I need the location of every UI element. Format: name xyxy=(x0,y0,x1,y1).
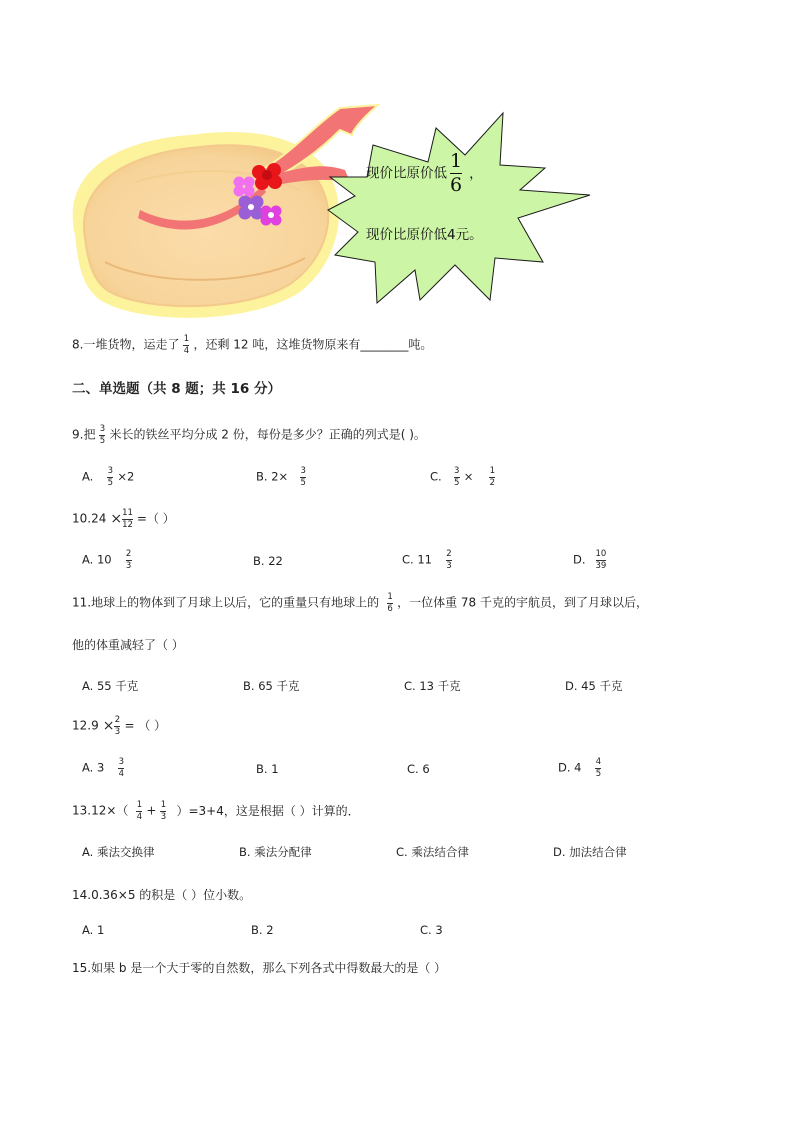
section-title: 二、单选题（共 8 题；共 16 分） xyxy=(72,381,281,397)
q10-option-c[interactable]: C. 11 $\frac{2}{3}$ xyxy=(402,549,452,571)
q9-option-a[interactable]: A. $\frac{3}{5}$ ×2 xyxy=(82,466,135,488)
q14-option-a[interactable]: A. 1 xyxy=(82,923,105,937)
q14-option-c[interactable]: C. 3 xyxy=(420,923,443,937)
question-15: 15.如果 b 是一个大于零的自然数，那么下列各式中得数最大的是（ ） xyxy=(72,961,447,975)
question-14: 14.0.36×5 的积是（ ）位小数。 xyxy=(72,888,252,902)
q12-option-c[interactable]: C. 6 xyxy=(407,762,430,776)
q9-text-a: 9.把 xyxy=(72,427,96,442)
burst-fraction xyxy=(450,152,462,195)
q9-fraction: $\frac{3}{5}$ xyxy=(99,424,106,446)
question-12: 12.9 × $\frac{2}{3}$ = （ ） xyxy=(72,715,167,737)
q8-text-a: 8.一堆货物，运走了 xyxy=(72,337,180,352)
q10-option-d[interactable]: D. $\frac{10}{39}$ xyxy=(573,549,607,571)
burst-fraction-den: 6 xyxy=(450,174,463,196)
q13-option-b[interactable]: B. 乘法分配律 xyxy=(239,845,312,859)
q13-option-c[interactable]: C. 乘法结合律 xyxy=(396,845,469,859)
q12-option-b[interactable]: B. 1 xyxy=(256,762,279,776)
burst-line-2: 现价比原价低4元。 xyxy=(366,227,483,243)
q14-option-b[interactable]: B. 2 xyxy=(251,923,274,937)
question-9 xyxy=(72,425,426,445)
q8-text-b: ，还剩 12 吨，这堆货物原来有________吨。 xyxy=(193,337,433,352)
burst-line-1-text: 现价比原价低 xyxy=(366,165,447,182)
question-8 xyxy=(72,335,432,355)
question-11: 11.地球上的物体到了月球上以后，它的重量只有地球上的 $\frac{1}{6}$ ，一位体重 78 千克的宇航员，到了月球以后， xyxy=(72,592,648,614)
q11-option-c[interactable]: C. 13 千克 xyxy=(404,679,461,693)
burst-line-1 xyxy=(366,152,483,195)
q10-option-a[interactable]: A. 10 $\frac{2}{3}$ xyxy=(82,549,132,571)
burst-fraction-num: 1 xyxy=(450,150,463,172)
q11-option-d[interactable]: D. 45 千克 xyxy=(565,679,623,693)
price-starburst xyxy=(328,113,590,303)
question-11-line-2: 他的体重减轻了（ ） xyxy=(72,638,184,652)
q13-option-a[interactable]: A. 乘法交换律 xyxy=(82,845,155,859)
q8-fraction: $\frac{1}{4}$ xyxy=(183,334,190,356)
q9-option-c[interactable]: C. $\frac{3}{5}$ × $\frac{1}{2}$ xyxy=(430,466,496,488)
q11-option-b[interactable]: B. 65 千克 xyxy=(243,679,300,693)
burst-line-1-comma: ， xyxy=(469,165,483,182)
question-10: 10.24 × $\frac{11}{12}$ =（ ） xyxy=(72,508,175,530)
q11-option-a[interactable]: A. 55 千克 xyxy=(82,679,139,693)
q12-option-d[interactable]: D. 4 $\frac{4}{5}$ xyxy=(558,757,602,779)
q9-option-b[interactable]: B. 2× $\frac{3}{5}$ xyxy=(256,466,306,488)
q12-option-a[interactable]: A. 3 $\frac{3}{4}$ xyxy=(82,757,124,779)
q9-text-b: 米长的铁丝平均分成 2 份，每份是多少？正确的列式是( )。 xyxy=(109,427,426,442)
q13-option-d[interactable]: D. 加法结合律 xyxy=(553,845,627,859)
q10-option-b[interactable]: B. 22 xyxy=(253,554,283,568)
question-13: 13.12×（ $\frac{1}{4}$ + $\frac{1}{3}$ ）=3+4，这是根据（ ）计算的． xyxy=(72,800,360,822)
